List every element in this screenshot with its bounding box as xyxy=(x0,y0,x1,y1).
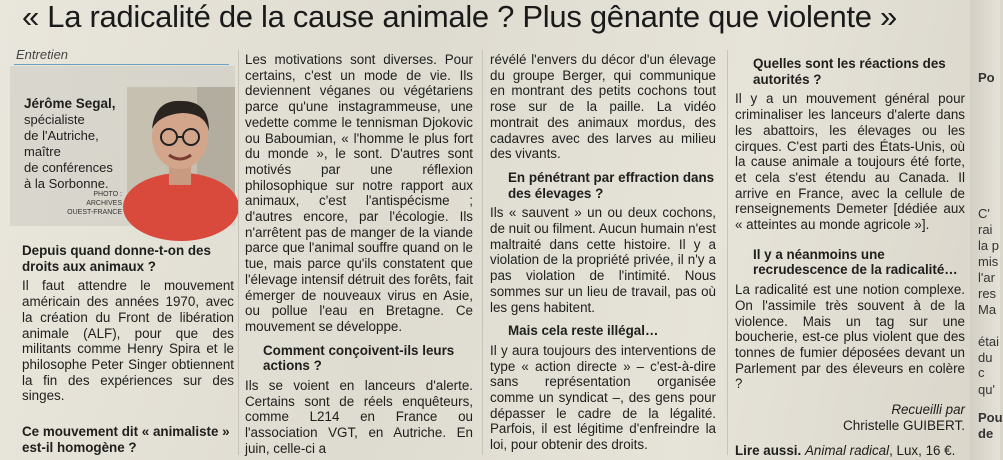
lire-aussi xyxy=(735,443,965,459)
question: Il y a néanmoins une recrudescence de la radicalité… xyxy=(753,246,958,278)
column-2 xyxy=(245,52,473,457)
book-details: , Lux, 16 €. xyxy=(889,443,956,459)
signature-line: Recueilli par xyxy=(891,402,965,418)
photo-credit-line: OUEST-FRANCE xyxy=(67,209,122,216)
edge-fragment: Pou xyxy=(978,410,1003,425)
column-3 xyxy=(490,52,716,453)
column-rule xyxy=(482,50,483,455)
edge-fragment: res xyxy=(978,286,997,301)
answer-paragraph: Les motivations sont diverses. Pour certains, c'est un mode de vie. Ils deviennent véganes ou végétariens parce qu'une instagrammeuse, une vedette comme le tennisman Djokovic ou Baboumian, « l'homme le plus fort du monde », le sont. D'autres sont motivés par une réflexion philosophique sur notre rapport aux animaux, c'est l'antispécisme ; d'autres encore, par l'écologie. Ils n'arrêtent pas de manger de la viande parce que l'animal souffre quand on le tue, mais parce qu'ils constatent que l'élevage intensif détruit des forêts, fait émerger de nouveaux virus en Asie, ou pollue l'eau en Bretagne. Ce mouvement se développe. xyxy=(245,52,473,334)
photo-credit xyxy=(62,190,122,217)
bio-line: à la Sorbonne. xyxy=(24,176,109,191)
column-rule xyxy=(238,50,239,455)
edge-fragment: rai xyxy=(978,222,993,237)
question: Comment conçoivent-ils leurs actions ? xyxy=(263,342,455,374)
headline: « La radicalité de la cause animale ? Plus gênante que violente » xyxy=(22,0,897,34)
lire-aussi-label: Lire aussi. xyxy=(735,443,802,459)
portrait-photo xyxy=(127,87,235,217)
edge-fragment: du c xyxy=(978,350,993,380)
bio-line: de conférences xyxy=(24,160,113,175)
column-1 xyxy=(22,235,234,459)
author-bio xyxy=(24,96,124,192)
question: En pénétrant par effraction dans des élevages ? xyxy=(508,169,715,201)
edge-fragment: Po xyxy=(978,70,995,85)
question: Ce mouvement dit « animaliste » est-il homogène ? xyxy=(22,424,230,455)
edge-fragment: étai xyxy=(978,334,999,349)
answer-paragraph: révélé l'envers du décor d'un élevage du groupe Berger, qui communique en montrant des petits cochons tout rose sur de la paille. La vidéo montrait des animaux mordus, des cadavres avec des larves au milieu des vivants. xyxy=(490,52,716,162)
kicker: Entretien xyxy=(16,47,69,62)
portrait-illustration xyxy=(127,87,235,217)
column-rule xyxy=(727,50,728,455)
bio-line: de l'Autriche, xyxy=(24,128,99,143)
question: Depuis quand donne-t-on des droits aux animaux ? xyxy=(22,243,211,274)
edge-fragment: C' xyxy=(978,206,990,221)
answer-paragraph: Il y aura toujours des interventions de type « action directe » – c'est-à-dire sans représentation organisée comme un syndicat –, des gens pour dépasser le cadre de la légalité. Parfois, il est légitime d'enfreindre la loi, pour obtenir des droits. xyxy=(490,342,716,453)
book-title: Animal radical xyxy=(804,443,890,459)
answer-paragraph: Ils se voient en lanceurs d'alerte. Certains sont de réels enquêteurs, comme L214 en France ou l'association VGT, en Autriche. En juin, celle-ci a xyxy=(245,378,473,456)
photo-credit-line: PHOTO : ARCHIVES xyxy=(86,191,122,207)
bio-line: spécialiste xyxy=(24,112,85,127)
edge-fragment: mis xyxy=(978,254,999,269)
column-4 xyxy=(735,56,965,459)
answer-paragraph: Ils « sauvent » un ou deux cochons, de nuit ou filment. Aucun humain n'est maltraité dans cette histoire. Il y a violation de la propriété privée, il n'y a pas violation de l'intimité. Nous sommes sur un lieu de travail, pas où les gens habitent. xyxy=(490,205,716,315)
question: Quelles sont les réactions des autorités ? xyxy=(753,56,946,87)
edge-fragment: la p xyxy=(978,238,999,253)
bio-line: maître xyxy=(24,144,61,159)
question: Mais cela reste illégal… xyxy=(508,323,659,339)
answer-paragraph: Il faut attendre le mouvement américain des années 1970, avec la création du Front de libération animale (ALF), pour que des militants comme Henry Spira et le philosophe Peter Singer obtiennent la fin des expériences sur des singes. xyxy=(22,278,234,404)
interviewee-name: Jérôme Segal, xyxy=(24,96,116,111)
answer-paragraph: Il y a un mouvement général pour criminaliser les lanceurs d'alerte dans les abattoirs, les élevages ou les cirques. C'est parti des États-Unis, où la cause animale a toujours été forte, et cela s'est étendu au Canada. Il arrive en France, avec la cellule de renseignements Demeter [dédiée aux « atteintes au monde agricole »]. xyxy=(735,91,965,233)
edge-fragment: l'ar xyxy=(978,270,995,285)
edge-fragment: qu' xyxy=(978,382,995,397)
kicker-rule xyxy=(14,64,229,65)
edge-fragment: Ma xyxy=(978,302,997,317)
signature-name: Christelle GUIBERT. xyxy=(842,417,965,433)
edge-fragment: de xyxy=(978,426,994,441)
answer-paragraph: La radicalité est une notion complexe. On l'assimile très souvent à de la violence. Mais un tag sur une boucherie, est-ce plus violent que des tonnes de fumier déposées devant un Parlement par des éleveurs en colère ? xyxy=(735,282,965,392)
adjacent-article-edge xyxy=(970,0,1003,460)
